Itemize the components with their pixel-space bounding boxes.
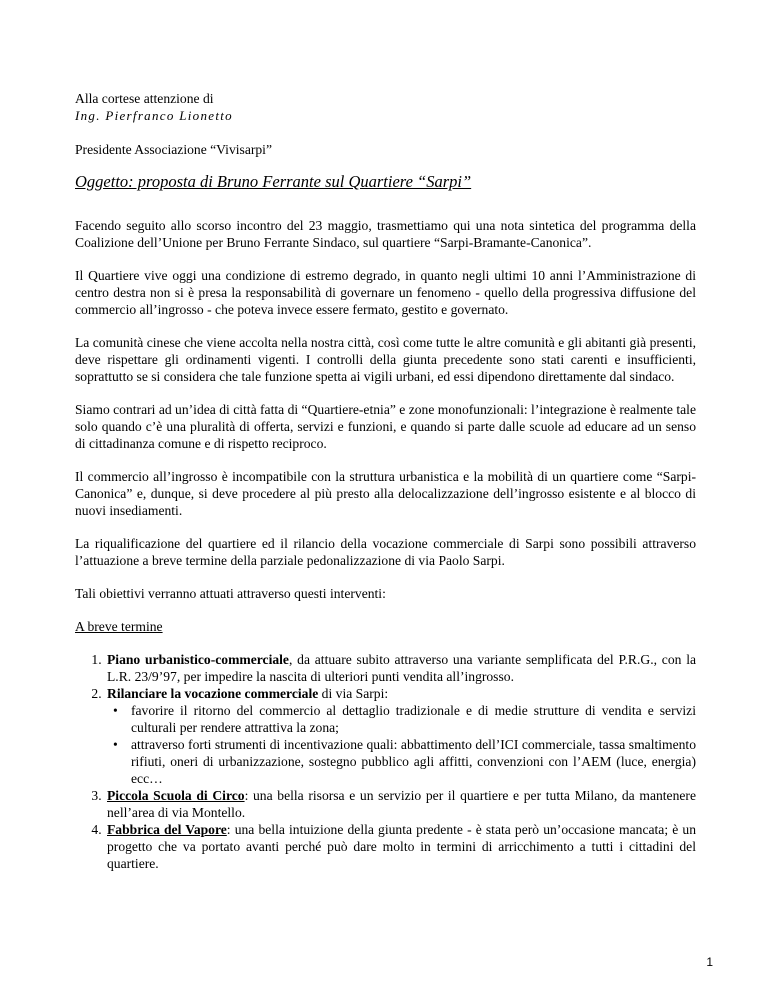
section-heading: A breve termine: [75, 619, 163, 634]
list-item: [105, 821, 696, 872]
paragraph-comunita: La comunità cinese che viene accolta nella nostra città, così come tutte le altre comunità e gli abitanti già presenti, deve rispettare gli ordinamenti vigenti. I controlli della giunta precedente sono stati carenti e insufficienti, soprattutto se si considera che tale funzione spetta ai vigili urbani, ed essi dipendono direttamente dal sindaco.: [75, 335, 696, 384]
interventions-list: [75, 651, 696, 872]
letter-page: [75, 90, 696, 872]
paragraph-intro: Facendo seguito allo scorso incontro del 23 maggio, trasmettiamo qui una nota sintetica del programma della Coalizione dell’Unione per Bruno Ferrante Sindaco, sul quartiere “Sarpi-Bramante-Canonica”.: [75, 218, 696, 250]
list-item-text: di via Sarpi:: [318, 686, 389, 701]
list-item-lead: Rilanciare la vocazione commerciale: [107, 686, 319, 701]
paragraph-degrado: Il Quartiere vive oggi una condizione di estremo degrado, in quanto negli ultimi 10 anni l’Amministrazione di centro destra non si è presa la responsabilità di governare un fenomeno - quello della progressiva diffusione del commercio all’ingrosso - che poteva invece essere fermato, gestito e governato.: [75, 268, 696, 317]
list-item-text: , da attuare subito attraverso una variante semplificata del P.R.G., con la L.R. 23/9’97, per impedire la nascita di ulteriori punti vendita all’ingrosso.: [107, 652, 697, 684]
sub-list-item-text: favorire il ritorno del commercio al dettaglio tradizionale e di medie strutture di vendita e servizi culturali per rendere attrattiva la zona;: [131, 703, 696, 735]
list-item-lead: Fabbrica del Vapore: [107, 822, 227, 837]
page-number: 1: [706, 955, 713, 969]
paragraph-riqualificazione: La riqualificazione del quartiere ed il rilancio della vocazione commerciale di Sarpi sono possibili attraverso l’attuazione a breve termine della parziale pedonalizzazione di via Paolo Sarpi.: [75, 536, 696, 568]
recipient-name: Ing. Pierfranco Lionetto: [75, 108, 233, 123]
paragraph-ingrosso: Il commercio all’ingrosso è incompatibile con la struttura urbanistica e la mobilità di un quartiere come “Sarpi-Canonica” e, dunque, si deve procedere al più presto alla delocalizzazione dell’ingrosso esistente e al blocco di nuovi insediamenti.: [75, 469, 696, 518]
recipient-title: Presidente Associazione “Vivisarpi”: [75, 142, 272, 157]
paragraph-integrazione: Siamo contrari ad un’idea di città fatta di “Quartiere-etnia” e zone monofunzionali: l’integrazione è realmente tale solo quando c’è una pluralità di offerta, servizi e funzioni, e quando si parte dalle scuole ad educare ad un senso di cittadinanza comune e di rispetto reciproco.: [75, 402, 696, 451]
sub-list-item: [113, 702, 696, 736]
list-item-lead: Piccola Scuola di Circo: [107, 788, 245, 803]
list-item: [105, 685, 696, 787]
list-item-lead: Piano urbanistico-commerciale: [107, 652, 289, 667]
list-item: [105, 787, 696, 821]
list-item-text: : una bella intuizione della giunta predente - è stata però un’occasione mancata; è un progetto che va portato avanti perché può dare molto in termini di arricchimento a tutti i cittadini del quartiere.: [107, 822, 696, 871]
bullet-icon: •: [113, 737, 118, 752]
sub-list: [107, 702, 696, 787]
attention-line: Alla cortese attenzione di: [75, 91, 214, 106]
sub-list-item: [113, 736, 696, 787]
list-item: [105, 651, 696, 685]
subject-line: Oggetto: proposta di Bruno Ferrante sul Quartiere “Sarpi”: [75, 172, 472, 191]
list-item-text: : una bella risorsa e un servizio per il quartiere e per tutta Milano, da mantenere nell’area di via Montello.: [107, 788, 696, 820]
sub-list-item-text: attraverso forti strumenti di incentivazione quali: abbattimento dell’ICI commerciale, tassa smaltimento rifiuti, oneri di urbanizzazione, sostegno pubblico agli affitti, convenzioni con l’AEM (luce, energia) ecc…: [131, 737, 696, 786]
paragraph-obiettivi: Tali obiettivi verranno attuati attraverso questi interventi:: [75, 586, 386, 601]
bullet-icon: •: [113, 703, 118, 718]
